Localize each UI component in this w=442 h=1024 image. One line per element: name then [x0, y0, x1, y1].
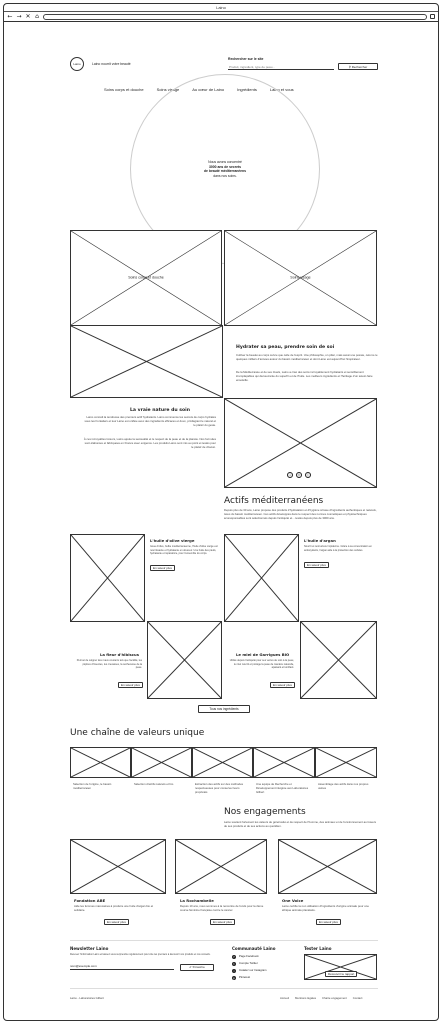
chain-image-5	[315, 747, 377, 778]
engagement-rochambelle-text: Depuis 10 ans, nous sommes à la rencontre de fonds pour la 2ème course féminine française contre le cancer.	[180, 904, 264, 913]
nav-item-visage[interactable]: Soins visage	[156, 87, 180, 92]
actifs-title: Actifs méditerranéens	[224, 496, 324, 506]
tester-button[interactable]: Découvrir le rapport	[325, 971, 357, 977]
chain-text-5: Assemblage des actifs dans nos propres usines	[318, 782, 369, 791]
chain-image-1	[70, 747, 131, 778]
address-bar[interactable]	[43, 14, 427, 20]
footer-links	[280, 997, 362, 1001]
engagement-abe-button[interactable]: En savoir plus	[104, 919, 129, 925]
engagement-onevoice-button[interactable]: En savoir plus	[316, 919, 341, 925]
nav-item-laino-et-vous[interactable]: Laino et vous	[269, 87, 294, 92]
footer-divider	[70, 940, 378, 941]
actif-miel-title: Le miel de Garrigues BIO	[236, 652, 290, 657]
footer-bottom-divider	[70, 988, 378, 989]
twitter-icon: t	[233, 962, 235, 966]
actif-hibiscus-title: La fleur d'hibiscus	[100, 652, 139, 657]
footer-link-contact[interactable]: Contact	[352, 996, 363, 1000]
newsletter-email-input[interactable]: nom@exemple.com	[70, 964, 174, 970]
community-link-pinterest[interactable]: p Pinterest	[233, 975, 251, 980]
chain-text-3: Extraction des actifs sur des méthodes respectueuses pour conserver leurs propriétés	[195, 782, 244, 795]
page-content	[4, 22, 438, 1017]
chain-text-4: Une équipe de Recherche et Développement intégrée aux Laboratoires Gilbert	[256, 782, 309, 795]
footer-link-mentions[interactable]: Mentions légales	[295, 996, 317, 1000]
actif-miel-image	[300, 621, 377, 699]
logo[interactable]: Laino	[70, 57, 84, 71]
search-input[interactable]	[228, 64, 334, 70]
back-icon[interactable]: ←	[7, 12, 13, 20]
nav-item-coeur[interactable]: Au cœur de Laino	[192, 87, 225, 92]
facebook-icon: f	[233, 955, 235, 959]
forward-icon[interactable]: →	[16, 12, 22, 20]
nature-image	[224, 398, 377, 488]
engagement-rochambelle-title: La Rochambelle	[180, 898, 214, 903]
badge-b-icon: Ⓑ	[297, 473, 301, 477]
category-corps[interactable]	[70, 230, 222, 326]
nature-p1: Laino connaît la tendresse des premiers actif hydratants. Laino commence les secrets de corps hydratés sous les frontaliers et leur Laino est unifiée avec des ingrédients efficaces et doux, privilégiant le naturel et le plaisir du geste.	[84, 415, 216, 428]
actif-argan-button[interactable]: En savoir plus	[304, 562, 329, 568]
actif-miel-button[interactable]: En savoir plus	[270, 682, 295, 688]
badge-a-icon: Ⓐ	[288, 473, 292, 477]
actif-olive-text: Issue d'olive, bulbe méditerranéenne, l'huile d'olive vierge est nourrissante et hydratante en douceur. Une huile des pieds, hydratante et réparatrice, pour l'ensemble du corps.	[150, 545, 218, 556]
hydrate-p2: De la Méditerranée et de ses rituels, Laino a créé des soins incroyablement hydratants et sensiblement irremplaçables qui découvrante du superfin et de l'huile. Les meilleurs ingrédients et l'héritage d'un savoir-faire ensoleillé.	[236, 370, 373, 383]
category-visage-label: Soins visage	[290, 275, 311, 280]
newsletter-subscribe-button[interactable]: ✔ S'inscrire	[180, 964, 214, 971]
badge-c-icon: Ⓒ	[306, 473, 310, 477]
chain-image-4	[253, 747, 315, 778]
actif-olive-button[interactable]: En savoir plus	[150, 565, 175, 571]
engagement-abe-image	[70, 839, 166, 894]
search-button-label: Rechercher	[351, 65, 368, 69]
tester-title: Tester Laino	[304, 946, 332, 951]
hydrate-p1: Cultiver la beauté au corps suivre que celle de l'esprit. Une philosophie, un pilier, mais aussi une poésie, celui à ce quelques milliers d'années autour du bassin méditerranéen et dont Laino est aujourd'hui l'inspirateur.	[236, 353, 378, 362]
engagement-rochambelle-image	[175, 839, 267, 894]
category-visage[interactable]	[224, 230, 377, 326]
chain-image-2	[131, 747, 192, 778]
footer-link-accueil[interactable]: Accueil	[280, 996, 290, 1000]
engagement-onevoice-text: Laino certifie la non utilisation d'ingrédients d'origine animale pour une éthique animale planétaire.	[282, 904, 369, 913]
engagement-onevoice-title: One Voice	[282, 898, 304, 903]
actif-miel-text: Utilisé depuis l'antiquité pour ses vertus de soin à la peau, le miel nourrit et protège la peau de manière naturelle, apaisant et tonifiant.	[229, 659, 294, 670]
badges	[286, 472, 313, 478]
engagement-onevoice-image	[278, 839, 377, 894]
chain-image-3	[192, 747, 253, 778]
check-icon: ✔	[189, 965, 193, 969]
newsletter-text: Recevez l'information Laino et laissez-vous surprendre régulièrement pour être les premiers à découvrir nos produits et nos conseils.	[70, 953, 211, 956]
search-icon: ⚲	[348, 65, 352, 69]
newsletter-title: Newsletter Laino	[70, 946, 109, 951]
hero-text: Nous avons concentré 3000 ans de secrets de beauté méditerranéens dans nos soins.	[203, 160, 247, 178]
community-link-twitter[interactable]: t Compte Twitter	[233, 961, 258, 966]
actif-hibiscus-image	[147, 621, 222, 699]
actif-argan-text: Nourrit et restructure l'épiderme. Grâce à sa concentration en antioxydants, l'argan aide à la protection des cellules.	[304, 545, 372, 552]
nature-title: La vraie nature du soin	[130, 408, 190, 413]
actif-hibiscus-button[interactable]: En savoir plus	[118, 682, 143, 688]
tester-image	[304, 954, 377, 980]
close-icon[interactable]: ✕	[25, 12, 31, 20]
search-title: Rechercher sur le site	[228, 57, 264, 61]
pinterest-icon: p	[233, 976, 235, 980]
community-link-instagram[interactable]: i Instalez sur Instagram	[233, 968, 267, 973]
home-icon[interactable]: ⌂	[35, 12, 39, 20]
nature-p2: À ces incroyables trésors, Laino ajoute la sensualité et le respect de la peau et de la planète. Nos formules sont élaborées et fabriquées en France avec exigence. Les produits Laino sont mis au point et testés pour le plaisir de chacun.	[83, 437, 216, 450]
actif-argan-title: L'huile d'argan	[304, 538, 336, 543]
engagements-title: Nos engagements	[224, 807, 306, 817]
tagline: Laino nourrit votre beauté	[92, 62, 131, 66]
actif-argan-image	[224, 534, 299, 622]
window-title: Laino	[4, 4, 438, 12]
browser-menu-icon[interactable]	[430, 14, 435, 19]
nav-item-corps[interactable]: Soins corps et douche	[104, 87, 144, 92]
chain-text-2: Sélection d'actifs naturels et bio	[134, 782, 174, 786]
hydrate-title: Hydrater sa peau, prendre soin de soi	[236, 345, 335, 350]
engagement-rochambelle-button[interactable]: En savoir plus	[210, 919, 235, 925]
actif-olive-title: L'huile d'olive vierge	[150, 538, 195, 543]
community-link-facebook[interactable]: f Page Facebook	[233, 954, 259, 959]
browser-toolbar	[4, 12, 438, 22]
all-ingredients-button[interactable]: Tous nos ingrédients	[198, 705, 250, 713]
community-title: Communauté Laino	[232, 946, 276, 951]
actif-olive-image	[70, 534, 145, 622]
chain-title: Une chaîne de valeurs unique	[70, 728, 205, 738]
hydrate-image	[70, 325, 223, 398]
nav-item-ingredients[interactable]: Ingrédients	[237, 87, 257, 92]
actifs-intro: Depuis plus de 30 ans, Laino propose des produits d'hydratation et d'hygiène à base d'ingrédients authentiques et naturels, issus du bassin méditerranéen. Ces actifs développés dans le respect des normes cosmétiques et phytotechniques écoresponsables sont sélectionnés depuis l'antiquité et... testés depuis plus de 3000 ans.	[224, 508, 377, 521]
browser-window	[3, 3, 439, 1021]
search-button[interactable]	[338, 63, 378, 70]
engagement-abe-text: Aide les femmes marocaines à produire une huile d'argan bio et solidaire.	[74, 904, 154, 913]
actif-hibiscus-text: Permet de soigner des maux courants tels que l'acidité, les piqûres d'insectes, les crevasses, la sécheresse de la peau.	[76, 659, 142, 670]
community-links	[232, 955, 267, 983]
category-corps-label: Soins corps et douche	[128, 275, 164, 280]
footer-link-charte[interactable]: Charte engagement	[322, 996, 347, 1000]
chain-text-1: Sélection de l'origine, le bassin méditerranéen	[73, 782, 112, 791]
engagements-intro: Laino soutient fortement les valeurs de générosité et de respect de l'homme, des animaux et de l'environnement au travers de ses produits et de ses actions au quotidien.	[224, 820, 377, 829]
instagram-icon: i	[233, 969, 235, 973]
footer-copyright: Laino - Laboratoires Gilbert	[70, 996, 104, 1000]
engagement-abe-title: Fondation ABE	[74, 898, 106, 903]
